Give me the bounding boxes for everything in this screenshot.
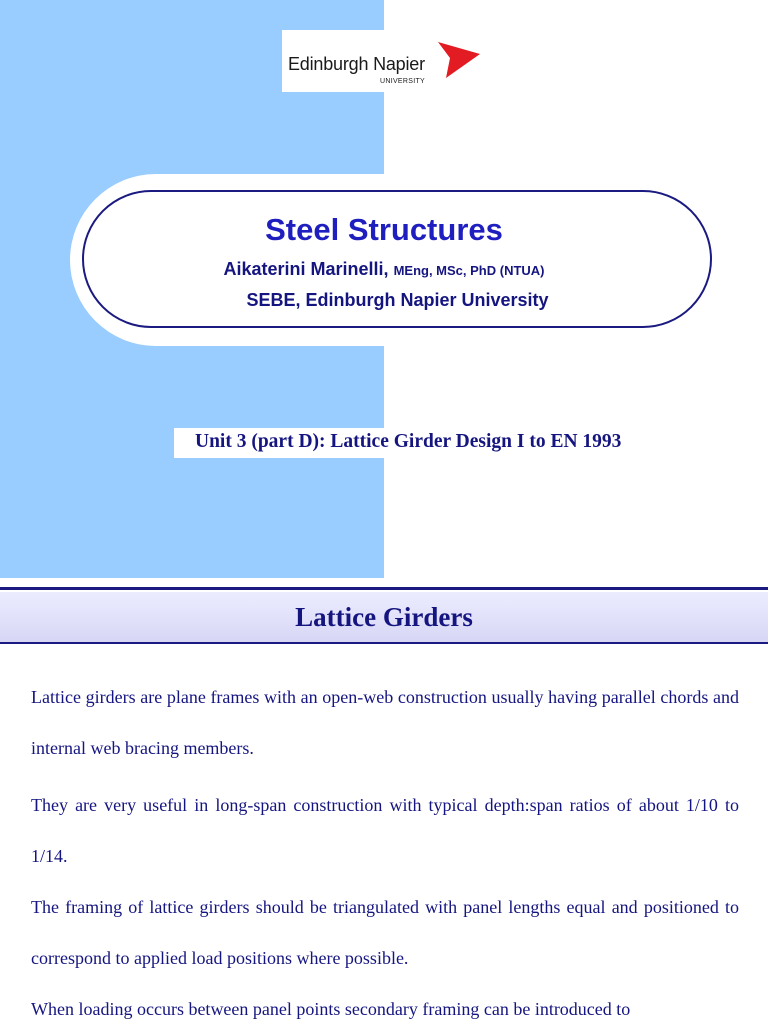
paragraph: The framing of lattice girders should be triangulated with panel lengths equal and positioned to correspond to applied load positions where possible. [31,897,739,968]
university-logo [282,30,484,92]
author-affiliation: SEBE, Edinburgh Napier University [246,290,549,310]
paragraph: They are very useful in long-span construction with typical depth:span ratios of about 1/10 to 1/14. [31,795,739,866]
author-qualifications: MEng, MSc, PhD (NTUA) [393,263,545,278]
paragraph: Lattice girders are plane frames with an open-web construction usually having parallel chords and internal web bracing members. [31,687,739,758]
slide-heading: Lattice Girders [295,602,473,632]
presentation-title: Steel Structures [265,212,503,247]
content-slide [0,586,768,1024]
paragraph: When loading occurs between panel points secondary framing can be introduced to [31,999,631,1019]
logo-subtext: UNIVERSITY [380,78,426,85]
logo-flag-icon [436,36,482,78]
unit-title: Unit 3 (part D): Lattice Girder Design I to EN 1993 [195,431,622,452]
logo-wordmark: Edinburgh Napier [288,54,425,74]
slide-header [0,592,768,644]
slide-body [31,672,739,1035]
header-top-rule [0,587,768,590]
author-name: Aikaterini Marinelli, [223,259,389,279]
slide-separator [0,578,768,586]
author-line [0,259,768,280]
